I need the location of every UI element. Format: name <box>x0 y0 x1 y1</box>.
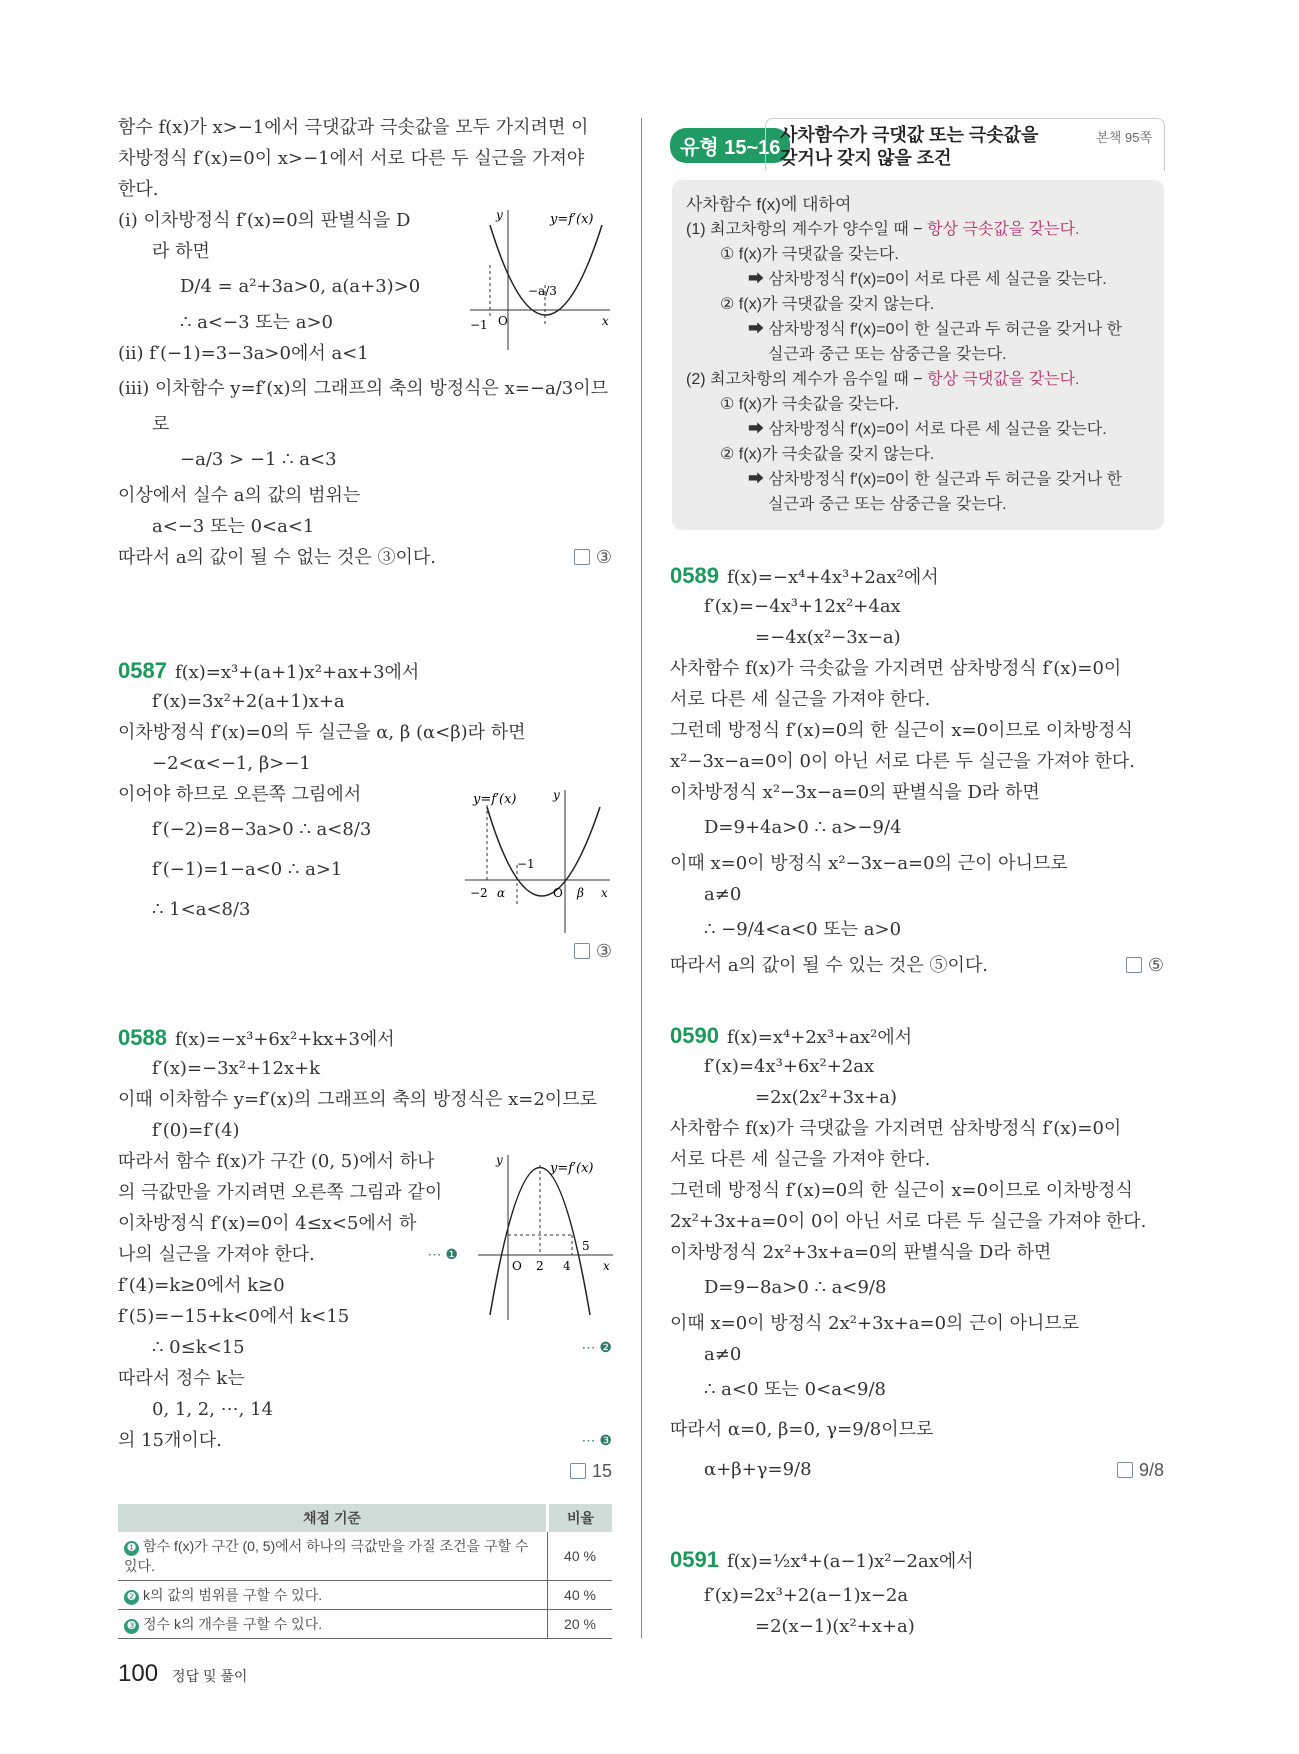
text-line: 이차방정식 f′(x)=0이 4≤x<5에서 하 <box>118 1213 417 1234</box>
text-line: 이차방정식 f′(x)=0의 두 실근을 α, β (α<β)라 하면 <box>118 722 526 743</box>
axis-label: x <box>602 314 609 328</box>
text-line: 이차방정식 x²−3x−a=0의 판별식을 D라 하면 <box>670 782 1040 803</box>
answer-icon <box>570 1463 586 1479</box>
column-divider <box>641 118 642 1638</box>
table-header: 비율 <box>548 1504 613 1532</box>
tick-label: O <box>553 886 563 900</box>
tick-label: −2 <box>470 886 488 900</box>
problem-number: 0588 <box>118 1025 167 1050</box>
table-header: 채점 기준 <box>118 1504 548 1532</box>
text-line: a<−3 또는 0<a<1 <box>152 516 315 537</box>
text-line: 함수 f(x)가 x>−1에서 극댓값과 극솟값을 모두 가지려면 이 <box>118 117 589 138</box>
text-line: 한다. <box>118 179 159 200</box>
text-line: f′(−2)=8−3a>0 ∴ a<8/3 <box>152 819 372 840</box>
answer-icon <box>574 549 590 565</box>
answer-badge <box>1126 950 1164 981</box>
section-header <box>765 118 1165 171</box>
answer-value: 15 <box>591 1461 612 1481</box>
step-number-icon: ❷ <box>124 1590 139 1605</box>
criterion: 함수 f(x)가 구간 (0, 5)에서 하나의 극값만을 가질 조건을 구할 수 있다. <box>124 1538 529 1574</box>
text-line: a≠0 <box>704 1344 742 1365</box>
text-line: 서로 다른 세 실근을 가져야 한다. <box>670 1149 931 1170</box>
text-line: f(x)=x⁴+2x³+ax²에서 <box>726 1027 913 1048</box>
text-line: 따라서 α=0, β=0, γ=9/8이므로 <box>670 1419 934 1440</box>
text-line: 로 <box>152 414 170 435</box>
answer-badge <box>574 542 612 573</box>
text-line: 그런데 방정식 f′(x)=0의 한 실근이 x=0이므로 이차방정식 <box>670 1180 1133 1201</box>
text-line: ∴ 0≤k<15 <box>152 1337 245 1358</box>
text-line: 2x²+3x+a=0이 0이 아닌 서로 다른 두 실근을 가져야 한다. <box>670 1211 1147 1232</box>
text-line: ① f(x)가 극솟값을 갖는다. <box>720 396 899 413</box>
text-line: f′(x)=−4x³+12x²+4ax <box>704 596 901 617</box>
text-line: −a/3 > −1 ∴ a<3 <box>180 449 337 470</box>
problem-number: 0587 <box>118 658 167 683</box>
graph-label: y=f′(x) <box>473 792 517 807</box>
text-line: f′(x)=−3x²+12x+k <box>152 1058 321 1079</box>
text-line: ➡ 삼차방정식 f′(x)=0이 서로 다른 세 실근을 갖는다. <box>748 421 1107 438</box>
text-line: f(x)=−x³+6x²+kx+3에서 <box>174 1029 395 1050</box>
text-line: 0, 1, 2, ⋯, 14 <box>152 1399 274 1420</box>
answer-value: ⑤ <box>1147 955 1164 975</box>
text-line: α+β+γ=9/8 <box>704 1459 812 1480</box>
table-row <box>118 1532 612 1581</box>
tick-label: −1 <box>517 857 535 871</box>
answer-value: 9/8 <box>1138 1460 1164 1480</box>
tick-label: −1 <box>470 318 488 332</box>
table-row <box>118 1610 612 1639</box>
page-footer <box>118 1660 247 1688</box>
text-line: =−4x(x²−3x−a) <box>755 627 901 648</box>
text-line: 이어야 하므로 오른쪽 그림에서 <box>118 784 362 805</box>
graph-label: y=f′(x) <box>550 212 594 227</box>
step-marker: ⋯ ❸ <box>581 1432 612 1448</box>
type-tag: 유형 15~16 <box>670 128 790 163</box>
text-line: f′(x)=4x³+6x²+2ax <box>704 1056 875 1077</box>
answer-badge <box>574 936 612 967</box>
text-line: ➡ 삼차방정식 f′(x)=0이 한 실근과 두 허근을 갖거나 한 <box>748 471 1123 488</box>
text-line: (2) 최고차항의 계수가 음수일 때 − <box>686 371 923 388</box>
text-line: f′(5)=−15+k<0에서 k<15 <box>118 1306 350 1327</box>
tick-label: −a/3 <box>528 284 557 298</box>
text-line: f(x)=−x⁴+4x³+2ax²에서 <box>726 567 939 588</box>
problem-0591 <box>670 1540 1164 1642</box>
answer-icon <box>574 943 590 959</box>
axis-label: y <box>553 788 560 802</box>
graph-parabola-2 <box>465 785 615 935</box>
text-line: 라 하면 <box>152 241 210 262</box>
tick-label: 5 <box>582 1239 590 1253</box>
tick-label: O <box>498 314 508 328</box>
text-line: 사차함수 f(x)가 극댓값을 가지려면 삼차방정식 f′(x)=0이 <box>670 1118 1122 1139</box>
text-line: 이상에서 실수 a의 값의 범위는 <box>118 485 361 506</box>
text-line: 따라서 a의 값이 될 수 없는 것은 ③이다. <box>118 547 436 568</box>
text-line: 따라서 함수 f(x)가 구간 (0, 5)에서 하나 <box>118 1151 435 1172</box>
answer-badge <box>570 1456 612 1487</box>
text-line: =2x(2x²+3x+a) <box>755 1087 898 1108</box>
text-line: ① f(x)가 극댓값을 갖는다. <box>720 246 899 263</box>
problem-0589 <box>670 560 1164 981</box>
text-line: f′(4)=k≥0에서 k≥0 <box>118 1275 285 1296</box>
step-number-icon: ❸ <box>124 1619 139 1634</box>
text-line: −2<α<−1, β>−1 <box>152 753 311 774</box>
text-line: (i) 이차방정식 f′(x)=0의 판별식을 D <box>118 210 411 231</box>
graph-label: y=f′(x) <box>550 1161 594 1176</box>
answer-value: ③ <box>595 547 612 567</box>
text-line: (1) 최고차항의 계수가 양수일 때 − <box>686 221 923 238</box>
axis-label: x <box>601 886 608 900</box>
text-line: 그런데 방정식 f′(x)=0의 한 실근이 x=0이므로 이차방정식 <box>670 720 1133 741</box>
tick-label: α <box>497 886 506 900</box>
text-line: f′(0)=f′(4) <box>152 1120 240 1141</box>
tick-label: 2 <box>536 1259 544 1273</box>
text-line: ② f(x)가 극댓값을 갖지 않는다. <box>720 296 935 313</box>
ratio: 40 % <box>548 1581 613 1610</box>
ratio: 40 % <box>548 1532 613 1581</box>
axis-label: y <box>496 1153 503 1167</box>
page-number: 100 <box>118 1660 159 1687</box>
text-line: ∴ 1<a<8/3 <box>152 899 251 920</box>
answer-icon <box>1117 1462 1133 1478</box>
tick-label: β <box>577 886 584 900</box>
text-line: (ii) f′(−1)=3−3a>0에서 a<1 <box>118 343 369 364</box>
answer-badge <box>1117 1450 1164 1490</box>
text-line: 사차함수 f(x)에 대하여 <box>686 195 852 214</box>
text-line: f′(x)=2x³+2(a−1)x−2a <box>704 1585 909 1606</box>
step-number-icon: ❶ <box>124 1541 139 1556</box>
grading-table <box>118 1504 612 1639</box>
text-line: f′(−1)=1−a<0 ∴ a>1 <box>152 859 343 880</box>
text-line: 이때 x=0이 방정식 2x²+3x+a=0의 근이 아니므로 <box>670 1313 1080 1334</box>
answer-value: ③ <box>595 941 612 961</box>
highlight-text: 항상 극댓값을 갖는다. <box>927 371 1080 388</box>
text-line: 차방정식 f′(x)=0이 x>−1에서 서로 다른 두 실근을 가져야 <box>118 148 585 169</box>
text-line: 나의 실근을 가져야 한다. <box>118 1244 315 1265</box>
text-line: 따라서 정수 k는 <box>118 1368 245 1389</box>
text-line: 서로 다른 세 실근을 가져야 한다. <box>670 689 931 710</box>
ratio: 20 % <box>548 1610 613 1639</box>
problem-number: 0590 <box>670 1023 719 1048</box>
text-line: D/4 = a²+3a>0, a(a+3)>0 <box>180 276 421 297</box>
tick-label: 4 <box>563 1259 571 1273</box>
text-line: ➡ 삼차방정식 f′(x)=0이 서로 다른 세 실근을 갖는다. <box>748 271 1107 288</box>
text-line: f′(x)=3x²+2(a+1)x+a <box>152 691 345 712</box>
problem-0590 <box>670 1020 1164 1490</box>
axis-label: x <box>603 1259 610 1273</box>
text-line: 실근과 중근 또는 삼중근을 갖는다. <box>768 496 1007 513</box>
text-line: f(x)=x³+(a+1)x²+ax+3에서 <box>174 662 420 683</box>
text-line: 사차함수 f(x)가 극솟값을 가지려면 삼차방정식 f′(x)=0이 <box>670 658 1122 679</box>
answer-icon <box>1126 957 1142 973</box>
graph-parabola-1 <box>470 205 615 355</box>
text-line: D=9−8a>0 ∴ a<9/8 <box>704 1277 887 1298</box>
text-line: a≠0 <box>704 884 742 905</box>
summary-box <box>672 180 1164 530</box>
highlight-text: 항상 극솟값을 갖는다. <box>927 221 1080 238</box>
graph-parabola-3 <box>478 1150 618 1325</box>
step-marker: ⋯ ❶ <box>427 1246 458 1262</box>
text-line: x²−3x−a=0이 0이 아닌 서로 다른 두 실근을 가져야 한다. <box>670 751 1135 772</box>
text-line: 실근과 중근 또는 삼중근을 갖는다. <box>768 346 1007 363</box>
footer-label: 정답 및 풀이 <box>172 1668 248 1684</box>
text-line: ∴ a<−3 또는 a>0 <box>180 312 334 333</box>
criterion: 정수 k의 개수를 구할 수 있다. <box>143 1616 323 1632</box>
criterion: k의 값의 범위를 구할 수 있다. <box>143 1587 323 1603</box>
text-line: 따라서 a의 값이 될 수 있는 것은 ⑤이다. <box>670 955 988 976</box>
text-line: f(x)=½x⁴+(a−1)x²−2ax에서 <box>726 1551 974 1572</box>
text-line: (iii) 이차함수 y=f′(x)의 그래프의 축의 방정식은 x=−a/3이므 <box>118 378 608 399</box>
text-line: ∴ −9/4<a<0 또는 a>0 <box>704 919 902 940</box>
text-line: 이때 이차함수 y=f′(x)의 그래프의 축의 방정식은 x=2이므로 <box>118 1089 597 1110</box>
text-line: ➡ 삼차방정식 f′(x)=0이 한 실근과 두 허근을 갖거나 한 <box>748 321 1123 338</box>
section-title: 사차함수가 극댓값 또는 극솟값을 <box>780 125 1039 145</box>
text-line: ∴ a<0 또는 0<a<9/8 <box>704 1379 886 1400</box>
tick-label: O <box>512 1259 522 1273</box>
text-line: 의 극값만을 가지려면 오른쪽 그림과 같이 <box>118 1182 443 1203</box>
text-line: 의 15개이다. <box>118 1430 222 1451</box>
problem-number: 0589 <box>670 563 719 588</box>
text-line: 이때 x=0이 방정식 x²−3x−a=0의 근이 아니므로 <box>670 853 1068 874</box>
step-marker: ⋯ ❷ <box>581 1339 612 1355</box>
text-line: =2(x−1)(x²+x+a) <box>755 1616 915 1637</box>
problem-number: 0591 <box>670 1547 719 1572</box>
text-line: 이차방정식 2x²+3x+a=0의 판별식을 D라 하면 <box>670 1242 1052 1263</box>
reference-page: 본책 95쪽 <box>1096 130 1152 145</box>
table-row <box>118 1581 612 1610</box>
text-line: ② f(x)가 극솟값을 갖지 않는다. <box>720 446 935 463</box>
section-title: 갖거나 갖지 않을 조건 <box>780 148 952 168</box>
axis-label: y <box>496 208 503 222</box>
text-line: D=9+4a>0 ∴ a>−9/4 <box>704 817 902 838</box>
